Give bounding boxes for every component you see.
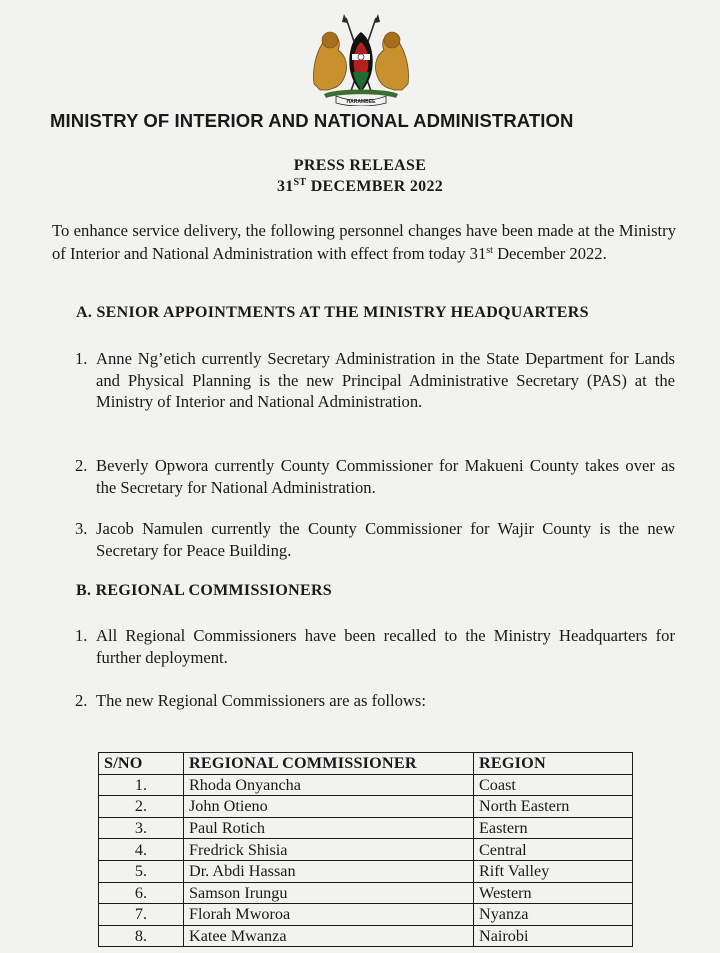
item-number: 3. — [75, 519, 88, 538]
section-a-heading: A. SENIOR APPOINTMENTS AT THE MINISTRY HEADQUARTERS — [76, 304, 589, 321]
cell-commissioner: Rhoda Onyancha — [184, 774, 474, 796]
cell-sno: 8. — [99, 925, 184, 947]
table-row — [99, 817, 633, 839]
cell-sno: 7. — [99, 904, 184, 926]
cell-commissioner: Katee Mwanza — [184, 925, 474, 947]
list-item — [75, 625, 675, 668]
cell-region: Nairobi — [474, 925, 633, 947]
cell-region: Eastern — [474, 817, 633, 839]
section-b-heading: B. REGIONAL COMMISSIONERS — [76, 582, 332, 599]
table-row — [99, 860, 633, 882]
cell-region: Rift Valley — [474, 860, 633, 882]
cell-sno: 1. — [99, 774, 184, 796]
cell-sno: 2. — [99, 796, 184, 818]
table-row — [99, 774, 633, 796]
column-header-region: REGION — [474, 753, 633, 775]
ministry-title: MINISTRY OF INTERIOR AND NATIONAL ADMINISTRATION — [50, 110, 574, 131]
cell-commissioner: Paul Rotich — [184, 817, 474, 839]
cell-commissioner: Fredrick Shisia — [184, 839, 474, 861]
list-item — [75, 518, 675, 561]
cell-region: Western — [474, 882, 633, 904]
list-item — [75, 348, 675, 413]
cell-sno: 4. — [99, 839, 184, 861]
cell-region: Central — [474, 839, 633, 861]
cell-commissioner: Florah Mworoa — [184, 904, 474, 926]
cell-region: Nyanza — [474, 904, 633, 926]
item-text: Beverly Opwora currently County Commissioner for Makueni County takes over as the Secretary for National Administration. — [96, 456, 675, 497]
cell-sno: 5. — [99, 860, 184, 882]
cell-commissioner: Dr. Abdi Hassan — [184, 860, 474, 882]
table-header-row — [99, 753, 633, 775]
table-row — [99, 904, 633, 926]
item-text: The new Regional Commissioners are as follows: — [96, 691, 426, 710]
cell-sno: 6. — [99, 882, 184, 904]
intro-paragraph: To enhance service delivery, the following personnel changes have been made at the Ministry of Interior and National Administration with effect from today 31st December 2022. — [52, 221, 676, 263]
cell-sno: 3. — [99, 817, 184, 839]
item-number: 1. — [75, 626, 88, 645]
item-text: Jacob Namulen currently the County Commissioner for Wajir County is the new Secretary for Peace Building. — [96, 519, 675, 560]
table-row — [99, 882, 633, 904]
column-header-commissioner: REGIONAL COMMISSIONER — [184, 753, 474, 775]
motto-text: HARAMBEE — [346, 99, 376, 105]
item-number: 1. — [75, 349, 88, 368]
list-item — [75, 690, 675, 712]
cell-commissioner: John Otieno — [184, 796, 474, 818]
table-row — [99, 839, 633, 861]
item-number: 2. — [75, 456, 88, 475]
column-header-sno: S/NO — [99, 753, 184, 775]
item-text: Anne Ng’etich currently Secretary Administration in the State Department for Lands and Physical Planning is the new Principal Administrative Secretary (PAS) at the Ministry of Interior and National Administration. — [96, 349, 675, 411]
cell-region: North Eastern — [474, 796, 633, 818]
table-row — [99, 925, 633, 947]
regional-commissioners-table — [98, 752, 633, 947]
document-type: PRESS RELEASE — [293, 157, 427, 174]
kenya-coat-of-arms-icon — [306, 14, 416, 106]
item-number: 2. — [75, 691, 88, 710]
release-date: 31ST DECEMBER 2022 — [276, 177, 444, 195]
table-row — [99, 796, 633, 818]
item-text: All Regional Commissioners have been recalled to the Ministry Headquarters for further deployment. — [96, 626, 675, 667]
list-item — [75, 455, 675, 498]
cell-commissioner: Samson Irungu — [184, 882, 474, 904]
cell-region: Coast — [474, 774, 633, 796]
